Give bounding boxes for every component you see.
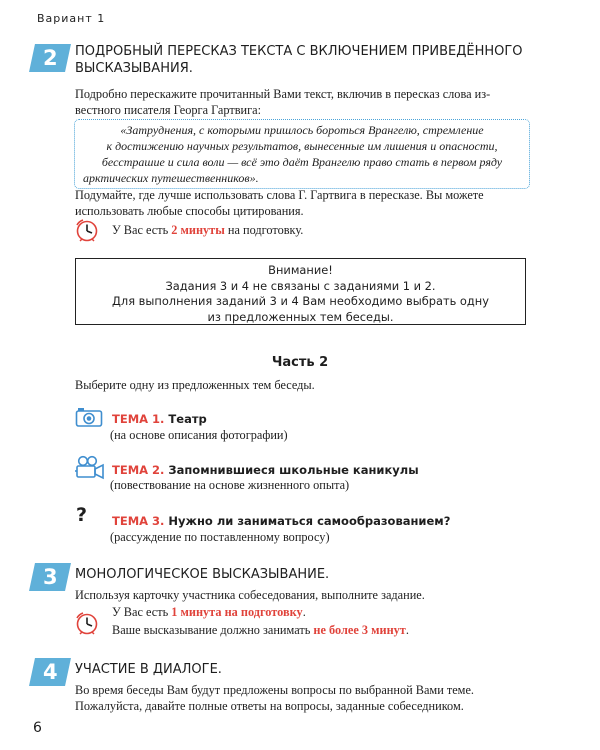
question-mark-icon: ?: [76, 504, 88, 526]
quote-box: «Затруднения, с которыми пришлось бороться Врангелю, стремление к достижению научных результатов, вынесенные им лишения и опасности, бесстрашие и сила воли — всё это даёт Врангелю право стать в первом ряду арктических путешественников».: [74, 119, 530, 189]
theme-1-description: (на основе описания фотографии): [110, 428, 288, 442]
camera-icon: [75, 406, 103, 428]
task3-intro: Используя карточку участника собеседования, выполните задание.: [75, 588, 425, 602]
clock-icon: [74, 611, 102, 635]
task2-title: ПОДРОБНЫЙ ПЕРЕСКАЗ ТЕКСТА С ВКЛЮЧЕНИЕМ ПРИВЕДЁННОГО ВЫСКАЗЫВАНИЯ.: [75, 44, 523, 76]
part2-heading: Часть 2: [271, 355, 329, 370]
task3-time: У Вас есть 1 минута на подготовку.: [112, 605, 306, 619]
theme-3[interactable]: ТЕМА 3. Нужно ли заниматься самообразованием?: [112, 514, 451, 528]
task3-limit: Ваше высказывание должно занимать не более 3 минут.: [112, 623, 409, 637]
task2-intro: Подробно перескажите прочитанный Вами текст, включив в пересказ слова из- вестного писателя Георга Гартвига:: [75, 87, 491, 117]
part2-instruction: Выберите одну из предложенных тем беседы.: [75, 378, 315, 392]
task3-title: МОНОЛОГИЧЕСКОЕ ВЫСКАЗЫВАНИЕ.: [75, 567, 330, 582]
variant-label: Вариант 1: [37, 12, 106, 25]
movie-camera-icon: [73, 455, 105, 481]
task2-advice: Подумайте, где лучше использовать слова Г. Гартвига в пересказе. Вы можете использовать любые способы цитирования.: [75, 188, 484, 218]
page-number: 6: [33, 720, 42, 736]
clock-icon: [74, 218, 102, 242]
task4-title: УЧАСТИЕ В ДИАЛОГЕ.: [75, 662, 222, 677]
notice-box: Внимание! Задания 3 и 4 не связаны с заданиями 1 и 2. Для выполнения заданий 3 и 4 Вам необходимо выбрать одну из предложенных тем беседы.: [75, 258, 526, 325]
theme-2-description: (повествование на основе жизненного опыта): [110, 478, 350, 492]
task-number-badge: 3: [29, 563, 71, 591]
theme-3-description: (рассуждение по поставленному вопросу): [110, 530, 330, 544]
task2-time: У Вас есть 2 минуты на подготовку.: [112, 223, 304, 237]
theme-2[interactable]: ТЕМА 2. Запомнившиеся школьные каникулы: [112, 463, 419, 477]
task4-body: Во время беседы Вам будут предложены вопросы по выбранной Вами теме. Пожалуйста, давайте полные ответы на вопросы, заданные собеседником.: [75, 683, 474, 713]
task-number-badge: 2: [29, 44, 71, 72]
task-number-badge: 4: [29, 658, 71, 686]
theme-1[interactable]: ТЕМА 1. Театр: [112, 412, 207, 426]
